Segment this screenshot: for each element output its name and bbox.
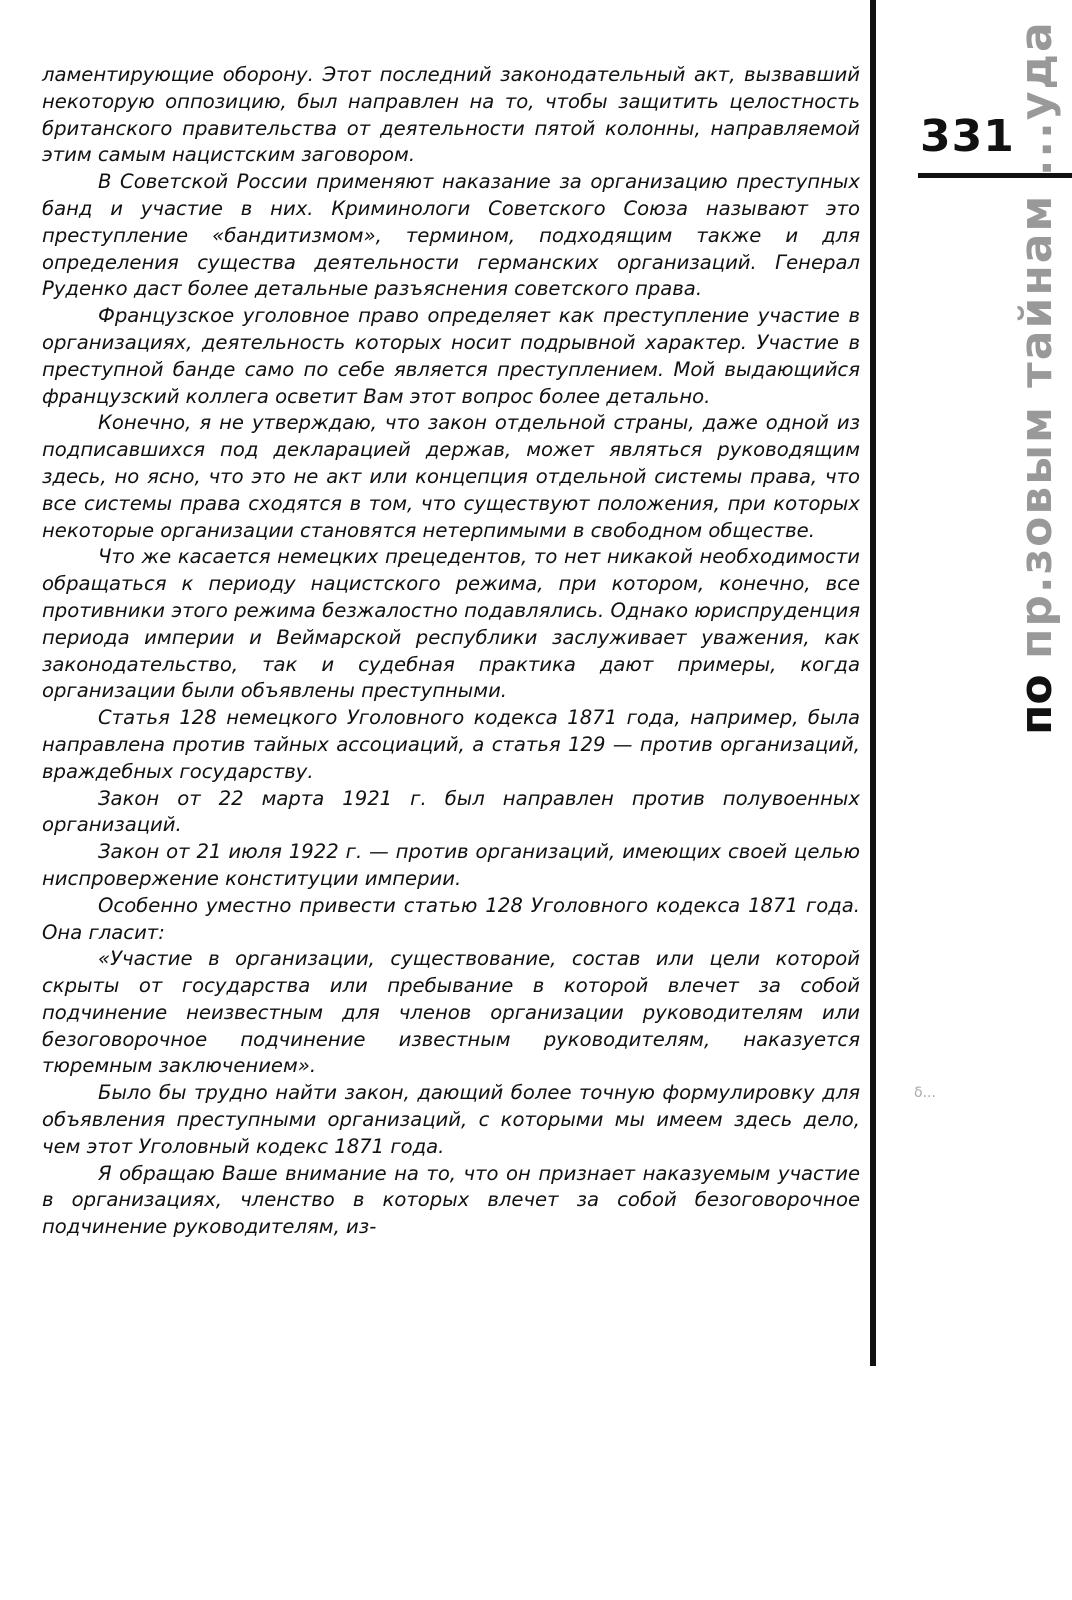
- paragraph: Что же касается немецких прецедентов, то нет никакой необходимости обращаться к периоду нацистского режима, при котором, конечно, все противники этого режима безжалостно подавлялись. Однако юриспруденция периода империи и Веймарской республики заслуживает уважения, как законодательство, так и судебная практика дают примеры, когда организации были объявлены преступными.: [42, 545, 860, 703]
- paragraph: Закон от 22 марта 1921 г. был направлен против полувоенных организаций.: [42, 786, 860, 837]
- margin-mark: δ...: [914, 1085, 936, 1101]
- margin-vertical-rule: [870, 0, 876, 1366]
- paragraph: Закон от 21 июля 1922 г. — против организаций, имеющих своей целью ниспровержение конституции империи.: [42, 840, 860, 890]
- paragraph: Французское уголовное право определяет как преступление участие в организациях, деятельность которых носит подрывной характер. Участие в преступной банде само по себе является преступлением. Мой выдающийся французский коллега осветит Вам этот вопрос более детально.: [42, 304, 860, 408]
- running-head-visible: по: [1011, 674, 1062, 735]
- running-head-faded: пр.зовым тайнам ...уда: [1011, 20, 1062, 660]
- paragraph: В Советской России применяют наказание за организацию преступных банд и участие в них. Криминологи Советского Союза называют это преступление «бандитизмом», термином, подходящим также и для определения существа деятельности германских организаций. Генерал Руденко даст более детальные разъяснения советского права.: [42, 170, 860, 301]
- paragraph: Особенно уместно привести статью 128 Уголовного кодекса 1871 года. Она гласит:: [42, 893, 860, 944]
- paragraph: Я обращаю Ваше внимание на то, что он признает наказуемым участие в организациях, членство в которых влечет за собой безоговорочное подчинение руководителям, из-: [42, 1161, 860, 1239]
- paragraph: Конечно, я не утверждаю, что закон отдельной страны, даже одной из подписавшихся под декларацией держав, может являться руководящим здесь, но ясно, что это не акт или концепция отдельной системы права, что все системы права сходятся в том, что существуют положения, при которых некоторые организации становятся нетерпимыми в свободном обществе.: [42, 411, 860, 542]
- paragraph: Статья 128 немецкого Уголовного кодекса 1871 года, например, была направлена против тайных ассоциаций, а статья 129 — против организаций, враждебных государству.: [42, 706, 860, 783]
- body-text: [42, 62, 860, 1241]
- page-number: 331: [920, 111, 1015, 162]
- paragraph: ламентирующие оборону. Этот последний законодательный акт, вызвавший некоторую оппозицию, был направлен на то, чтобы защитить целостность британского правительства от деятельности пятой колонны, направляемой этим самым нацистским заговором.: [42, 63, 860, 167]
- running-head: [1011, 20, 1062, 735]
- paragraph: Было бы трудно найти закон, дающий более точную формулировку для объявления преступными организаций, с которыми мы имеем здесь дело, чем этот Уголовный кодекс 1871 года.: [42, 1081, 860, 1158]
- paragraph: «Участие в организации, существование, состав или цели которой скрыты от государства или пребывание в которой влечет за собой подчинение неизвестным для членов организации руководителям или безоговорочное подчинение известным руководителям, наказуется тюремным заключением».: [42, 947, 860, 1078]
